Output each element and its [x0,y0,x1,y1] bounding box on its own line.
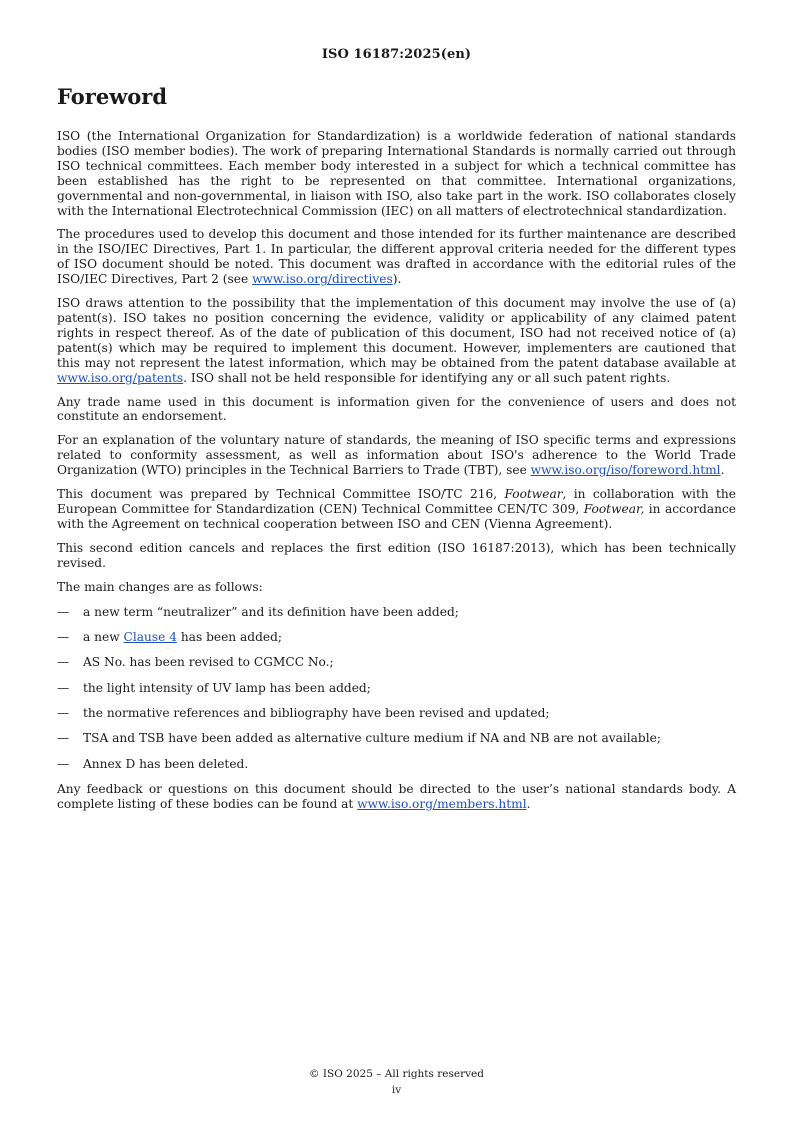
list-item-text: TSA and TSB have been added as alternative culture medium if NA and NB are not available; [83,731,661,746]
paragraph-text: For an explanation of the voluntary nature of standards, the meaning of ISO specific terms and expressions related to conformity assessment, as well as information about ISO's adherence to the World Trade Organization (WTO) principles in the Technical Barriers to Trade (TBT), see [57,433,736,478]
list-item-text: a new [83,630,124,645]
list-item [57,630,736,645]
foreword-link[interactable]: www.iso.org/iso/foreword.html [530,463,721,478]
paragraph-tail: . ISO shall not be held responsible for identifying any or all such patent rights. [183,370,671,385]
list-item [57,681,736,696]
dash-bullet: — [57,756,70,771]
list-item [57,731,736,746]
list-item [57,605,736,620]
changes-list [57,605,736,772]
foreword-body [57,129,736,821]
page-number: iv [391,1084,402,1096]
list-item [57,655,736,670]
paragraph-trade-name: Any trade name used in this document is information given for the convenience of users and does not constitute an endorsement. [57,394,736,424]
list-item [57,757,736,772]
list-item-text: a new term “neutralizer” and its definition have been added; [83,604,459,619]
paragraph-text: Any feedback or questions on this document should be directed to the user’s national standards body. A complete listing of these bodies can be found at [57,781,736,811]
list-item-text: AS No. has been revised to CGMCC No.; [83,655,334,670]
paragraph-edition: This second edition cancels and replaces the first edition (ISO 16187:2013), which has been technically revised. [57,540,736,570]
paragraph-tail: ). [392,272,402,287]
paragraph-text: This document was prepared by Technical Committee ISO/TC 216, [57,487,505,502]
dash-bullet: — [57,630,70,645]
dash-bullet: — [57,731,70,746]
patents-link[interactable]: www.iso.org/patents [57,370,184,385]
list-item-text: Annex D has been deleted. [83,756,249,771]
paragraph-text: in accordance with the Agreement on technical cooperation between ISO and CEN (Vienna Agreement). [57,501,736,531]
paragraph-voluntary [57,433,736,478]
paragraph-tail: . [526,796,531,811]
list-item-text: has been added; [176,630,283,645]
dash-bullet: — [57,706,70,721]
directives-link[interactable]: www.iso.org/directives [252,272,393,287]
paragraph-feedback [57,782,736,812]
paragraph-text: The procedures used to develop this document and those intended for its further maintenance are described in the ISO/IEC Directives, Part 1. In particular, the different approval criteria needed for the different types of ISO document should be noted. This document was drafted in accordance with the editorial rules of the ISO/IEC Directives, Part 2 (see [57,227,736,287]
members-link[interactable]: www.iso.org/members.html [357,796,527,811]
paragraph-iso-intro: ISO (the International Organization for Standardization) is a worldwide federation of national standards bodies (ISO member bodies). The work of preparing International Standards is normally carried out through ISO technical committees. Each member body interested in a subject for which a technical committee has been established has the right to be represented on that committee. International organizations, governmental and non-governmental, in liaison with ISO, also take part in the work. ISO collaborates closely with the International Electrotechnical Commission (IEC) on all matters of electrotechnical standardization. [57,129,736,218]
dash-bullet: — [57,604,70,619]
paragraph-text: , in collaboration with the European Committee for Standardization (CEN) Technical Committee CEN/TC 309, [57,487,736,516]
paragraph-tail: . [720,463,725,478]
list-item-text: the normative references and bibliography have been revised and updated; [83,706,550,721]
page-footer [0,1066,793,1098]
dash-bullet: — [57,655,70,670]
paragraph-procedures [57,227,736,287]
page-title: Foreword [57,84,168,109]
paragraph-committee [57,487,736,532]
footwear-italic: Footwear [504,487,563,502]
list-item-text: the light intensity of UV lamp has been added; [83,680,371,695]
clause-4-link[interactable]: Clause 4 [123,630,177,645]
paragraph-main-changes: The main changes are as follows: [57,579,263,594]
copyright-notice: © ISO 2025 – All rights reserved [309,1068,484,1080]
paragraph-patents [57,296,736,385]
dash-bullet: — [57,680,70,695]
paragraph-text: ISO draws attention to the possibility that the implementation of this document may involve the use of (a) patent(s). ISO takes no position concerning the evidence, validity or applicability of any claimed patent rights in respect thereof. As of the date of publication of this document, ISO had not received notice of (a) patent(s) which may be required to implement this document. However, implementers are cautioned that this may not represent the latest information, which may be obtained from the patent database available at [57,296,736,370]
footwear-italic: Footwear, [583,501,645,516]
list-item [57,706,736,721]
document-id: ISO 16187:2025(en) [321,47,472,62]
